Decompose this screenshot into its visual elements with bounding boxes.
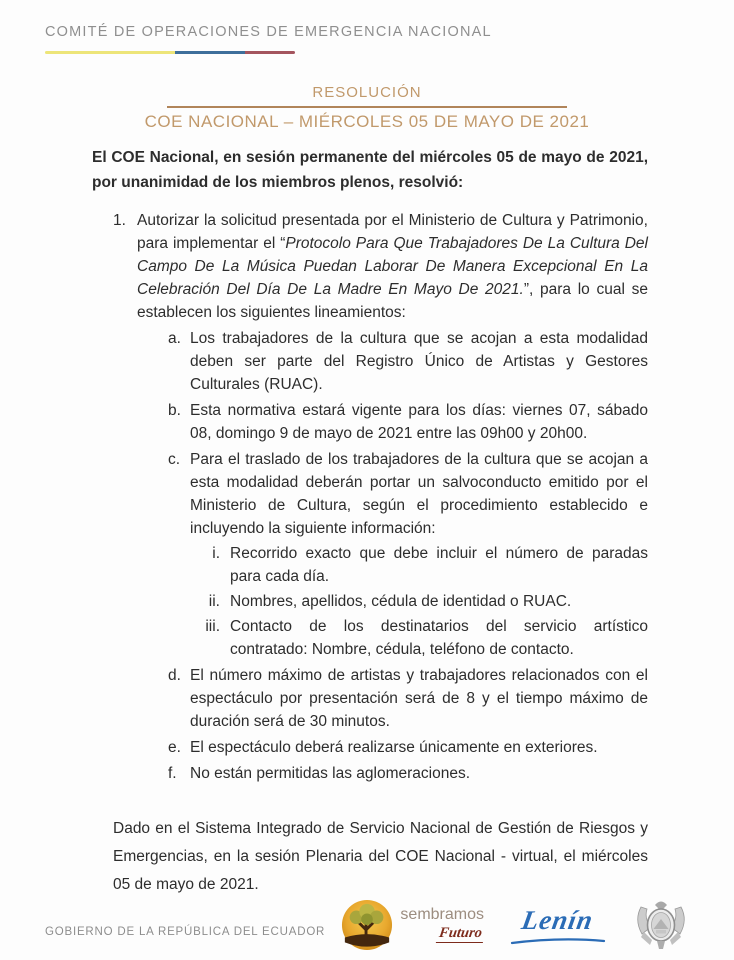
document-subtitle: COE NACIONAL – MIÉRCOLES 05 DE MAYO DE 2021 [144,112,590,131]
marker-e: e. [168,739,181,756]
sembramos-futuro-logo [341,899,484,951]
document-body [92,145,648,785]
item-1-tail: ”, para lo cual se establecen los siguientes lineamientos: [137,281,648,321]
marker-c: c. [168,451,181,468]
item-1-paragraph [137,209,648,324]
title-block [0,84,734,132]
closing-paragraph: Dado en el Sistema Integrado de Servicio Nacional de Gestión de Riesgos y Emergencias, en la sesión Plenaria del COE Nacional - virtual, el miércoles 05 de mayo de 2021. [113,820,648,893]
marker-ii: ii. [208,593,220,610]
subitem-iii [190,615,648,661]
tree-icon [341,899,393,951]
marker-d: d. [168,667,181,684]
footer-logos [341,898,690,952]
marker-b: b. [168,402,181,419]
flag-blue-segment [175,51,245,54]
lineamiento-a [137,327,648,396]
document-title: RESOLUCIÓN [312,84,422,101]
lineamiento-e [137,736,648,759]
ecuador-coat-of-arms-icon [632,898,690,952]
lineamiento-c-text: Para el traslado de los trabajadores de la cultura que se acojan a esta modalidad deberán portar un salvoconducto emitido por el Ministerio de Cultura, según el procedimiento establecido e incluyendo la siguiente información: [190,451,648,537]
lineamiento-f-text: No están permitidas las aglomeraciones. [190,765,470,782]
lineamiento-c [137,448,648,661]
document-header [0,0,734,54]
marker-iii: iii. [205,618,220,635]
item-1-body [137,209,648,785]
protocol-title-quote: Protocolo Para Que Trabajadores De La Cultura Del Campo De La Música Puedan Laborar De Manera Excepcional En La Celebración Del Día De La Madre En Mayo De 2021. [137,235,648,298]
signature-swoosh-icon [510,936,606,945]
subitem-iii-text: Contacto de los destinatarios del servicio artístico contratado: Nombre, cédula, teléfono de contacto. [230,618,648,658]
lineamiento-d [137,664,648,733]
lenin-signature-logo [510,905,606,945]
intro-paragraph: El COE Nacional, en sesión permanente del miércoles 05 de mayo de 2021, por unanimidad de los miembros plenos, resolvió: [92,149,648,191]
subitem-i-text: Recorrido exacto que debe incluir el número de paradas para cada día. [230,545,648,585]
lineamiento-e-text: El espectáculo deberá realizarse únicamente en exteriores. [190,739,598,756]
lineamiento-d-text: El número máximo de artistas y trabajadores relacionados con el espectáculo por presentación será de 8 y el tiempo máximo de duración será de 30 minutos. [190,667,648,730]
document-footer [0,890,734,960]
subitem-ii [190,590,648,613]
title-divider-line [167,106,567,108]
header-title: COMITÉ DE OPERACIONES DE EMERGENCIA NACIONAL [45,24,492,40]
lineamiento-a-text: Los trabajadores de la cultura que se acojan a esta modalidad deben ser parte del Registro Único de Artistas y Gestores Culturales (RUAC). [190,330,648,393]
marker-a: a. [168,330,181,347]
flag-yellow-segment [45,51,175,54]
item-1-lead: Autorizar la solicitud presentada por el Ministerio de Cultura y Patrimonio, para implementar el “ [137,212,648,252]
subitem-i [190,542,648,588]
resolution-item-1 [92,209,648,785]
lineamiento-b-text: Esta normativa estará vigente para los días: viernes 07, sábado 08, domingo 9 de mayo de 2021 entre las 09h00 y 20h00. [190,402,648,442]
flag-red-segment [245,51,295,54]
sembramos-wordmark: sembramos [400,905,484,923]
lineamiento-f [137,762,648,785]
ecuador-flag-line [45,51,295,54]
subitem-ii-text: Nombres, apellidos, cédula de identidad o RUAC. [230,593,572,610]
marker-i: i. [212,545,220,562]
marker-f: f. [168,765,177,782]
lineamiento-b [137,399,648,445]
item-1-number: 1. [113,212,126,229]
government-label: GOBIERNO DE LA REPÚBLICA DEL ECUADOR [45,926,326,938]
futuro-wordmark: Futuro [436,926,485,943]
lenin-wordmark: Lenín [519,905,597,935]
